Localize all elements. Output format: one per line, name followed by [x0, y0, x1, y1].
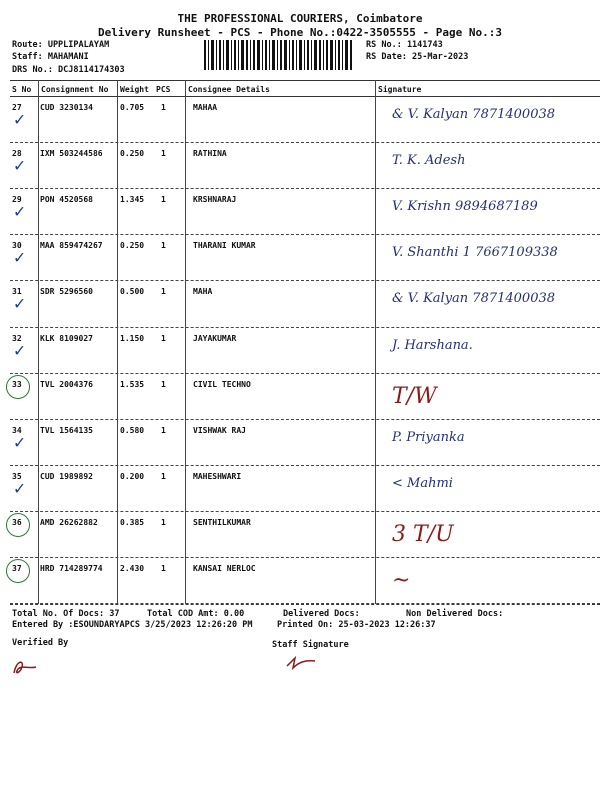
col-signature: Signature	[378, 85, 422, 94]
tick-mark-icon: ✓	[14, 247, 25, 269]
signature: 3 T/U	[392, 521, 454, 547]
tick-mark-icon: ✓	[14, 293, 25, 315]
consignee-cell: KANSAI NERLOC	[193, 564, 256, 573]
row-divider	[10, 280, 600, 281]
weight-cell: 1.150	[120, 333, 145, 343]
verified-by-label: Verified By	[12, 638, 69, 648]
consignee-cell: MAHAA	[193, 103, 218, 112]
staff-label: Staff: MAHAMANI	[12, 52, 89, 62]
consignee-cell: THARANI KUMAR	[193, 241, 256, 251]
tick-mark-icon: ✓	[14, 431, 25, 453]
sno-cell: 30	[12, 241, 22, 251]
row-divider	[10, 188, 600, 189]
sno-cell: 34	[12, 425, 22, 435]
sno-cell: 28	[12, 149, 22, 159]
signature: V. Krishn 9894687189	[392, 199, 538, 215]
consignment-cell: CUD 3230134	[40, 103, 93, 112]
printed-on: Printed On: 25-03-2023 12:26:37	[277, 620, 436, 630]
weight-cell: 1.535	[120, 379, 145, 389]
sno-cell: 33	[12, 379, 22, 389]
consignee-cell: SENTHILKUMAR	[193, 517, 251, 527]
signature: & V. Kalyan 7871400038	[392, 291, 556, 307]
col-consignee: Consignee Details	[188, 85, 270, 94]
sno-cell: 36	[12, 517, 22, 527]
row-divider	[10, 234, 600, 235]
signature: P. Priyanka	[392, 429, 465, 445]
row-divider	[10, 557, 600, 558]
pcs-cell: 1	[161, 564, 166, 573]
consignment-cell: KLK 8109027	[40, 333, 93, 343]
col-rule	[375, 80, 376, 604]
consignment-cell: AMD 26262882	[40, 517, 98, 527]
circle-mark-icon	[6, 559, 30, 583]
delivered-docs: Delivered Docs:	[283, 609, 360, 619]
route-label: Route: UPPLIPALAYAM	[12, 40, 110, 50]
col-rule	[117, 80, 118, 604]
col-consignment: Consignment No	[41, 85, 109, 94]
weight-cell: 1.345	[120, 195, 145, 205]
table-bottom-rule	[10, 604, 600, 605]
circle-mark-icon	[6, 375, 30, 399]
pcs-cell: 1	[161, 379, 166, 389]
tick-mark-icon: ✓	[14, 477, 25, 499]
barcode	[204, 40, 354, 70]
tick-mark-icon: ✓	[14, 109, 25, 130]
consignment-cell: HRD 714289774	[40, 564, 103, 573]
total-docs: Total No. Of Docs: 37	[12, 609, 120, 619]
rs-date: RS Date: 25-Mar-2023	[366, 52, 469, 62]
pcs-cell: 1	[161, 333, 166, 343]
consignment-cell: SDR 5296560	[40, 287, 93, 297]
runsheet-subtitle: Delivery Runsheet - PCS - Phone No.:0422-3505555 - Page No.:3	[98, 26, 502, 39]
entered-by: Entered By :ESOUNDARYAPCS 3/25/2023 12:26:20 PM	[12, 620, 253, 630]
staff-signature-label: Staff Signature	[272, 640, 349, 650]
signature: J. Harshana.	[392, 337, 473, 353]
weight-cell: 0.705	[120, 103, 145, 112]
consignment-cell: IXM 503244586	[40, 149, 103, 159]
signature: ~	[392, 568, 411, 593]
consignment-cell: CUD 1989892	[40, 471, 93, 481]
consignment-cell: TVL 1564135	[40, 425, 93, 435]
weight-cell: 0.500	[120, 287, 145, 297]
weight-cell: 0.250	[120, 241, 145, 251]
weight-cell: 0.385	[120, 517, 145, 527]
weight-cell: 0.580	[120, 425, 145, 435]
row-divider	[10, 142, 600, 143]
table-top-rule	[10, 80, 600, 81]
weight-cell: 0.200	[120, 471, 145, 481]
sno-cell: 32	[12, 333, 22, 343]
sno-cell: 31	[12, 287, 22, 297]
total-cod: Total COD Amt: 0.00	[147, 609, 245, 619]
consignee-cell: VISHWAK RAJ	[193, 425, 246, 435]
pcs-cell: 1	[161, 195, 166, 205]
col-rule	[38, 80, 39, 604]
col-sno: S No	[12, 85, 32, 94]
staff-signature-mark	[285, 652, 325, 672]
sno-cell: 27	[12, 103, 22, 112]
consignee-cell: CIVIL TECHNO	[193, 379, 251, 389]
non-delivered-docs: Non Delivered Docs:	[406, 609, 504, 619]
sno-cell: 29	[12, 195, 22, 205]
row-divider	[10, 327, 600, 328]
signature: V. Shanthi 1 7667109338	[392, 245, 558, 261]
pcs-cell: 1	[161, 287, 166, 297]
consignment-cell: TVL 2004376	[40, 379, 93, 389]
consignee-cell: MAHA	[193, 287, 213, 297]
consignee-cell: MAHESHWARI	[193, 471, 242, 481]
consignee-cell: JAYAKUMAR	[193, 333, 237, 343]
col-weight: Weight	[120, 85, 149, 94]
row-divider	[10, 465, 600, 466]
company-title: THE PROFESSIONAL COURIERS, Coimbatore	[177, 12, 423, 25]
pcs-cell: 1	[161, 425, 166, 435]
consignment-cell: MAA 859474267	[40, 241, 103, 251]
rs-number: RS No.: 1141743	[366, 40, 443, 50]
signature: < Mahmi	[392, 475, 453, 491]
sno-cell: 37	[12, 564, 22, 573]
pcs-cell: 1	[161, 241, 166, 251]
sno-cell: 35	[12, 471, 22, 481]
consignee-cell: RATHINA	[193, 149, 227, 159]
consignee-cell: KRSHNARAJ	[193, 195, 237, 205]
row-divider	[10, 511, 600, 512]
signature: T. K. Adesh	[392, 153, 466, 169]
table-header-rule	[10, 96, 600, 97]
pcs-cell: 1	[161, 149, 166, 159]
pcs-cell: 1	[161, 471, 166, 481]
consignment-cell: PON 4520568	[40, 195, 93, 205]
tick-mark-icon: ✓	[14, 339, 25, 361]
tick-mark-icon: ✓	[14, 155, 25, 177]
tick-mark-icon: ✓	[14, 201, 25, 223]
circle-mark-icon	[6, 513, 30, 537]
pcs-cell: 1	[161, 103, 166, 112]
col-pcs: PCS	[156, 85, 171, 94]
signature: T/W	[392, 383, 437, 409]
verified-signature-mark	[10, 655, 50, 679]
drs-number: DRS No.: DCJ8114174303	[12, 65, 125, 75]
weight-cell: 2.430	[120, 564, 145, 573]
pcs-cell: 1	[161, 517, 166, 527]
row-divider	[10, 419, 600, 420]
signature: & V. Kalyan 7871400038	[392, 107, 556, 122]
col-rule	[185, 80, 186, 604]
weight-cell: 0.250	[120, 149, 145, 159]
row-divider	[10, 373, 600, 374]
